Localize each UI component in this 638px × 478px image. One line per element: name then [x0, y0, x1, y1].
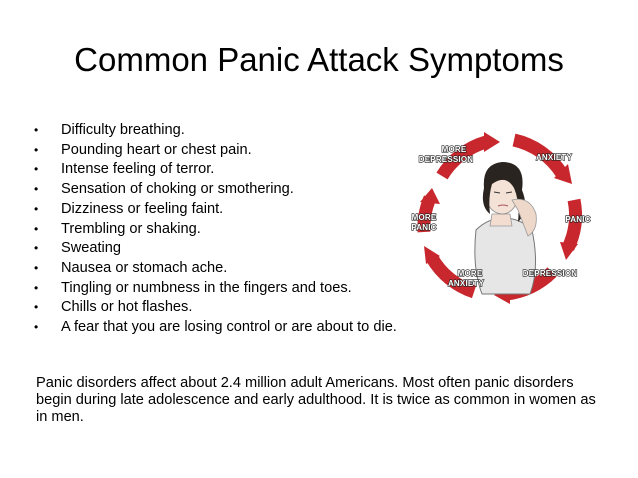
bullet-icon: •: [34, 300, 39, 315]
panic-cycle-graphic: [402, 118, 600, 318]
list-item: [34, 318, 397, 338]
label-more-depression: MORE: [441, 145, 467, 154]
bullet-icon: •: [34, 241, 39, 256]
list-item: [34, 160, 397, 180]
bullet-icon: •: [34, 123, 39, 137]
arrow-head-icon: [560, 242, 578, 260]
list-item-text: Difficulty breathing.: [61, 122, 185, 138]
list-item-text: Pounding heart or chest pain.: [61, 141, 252, 158]
label-more-depression: DEPRESSION: [418, 155, 474, 164]
bullet-icon: •: [34, 142, 39, 157]
list-item-text: Intense feeling of terror.: [61, 161, 215, 178]
bullet-icon: •: [34, 162, 39, 177]
list-item-text: Trembling or shaking.: [61, 220, 201, 237]
list-item-text: Dizziness or feeling faint.: [61, 200, 224, 217]
bullet-icon: •: [34, 280, 39, 295]
panic-disorder-paragraph: Panic disorders affect about 2.4 million adult Americans. Most often panic disorders begin during late adolescence and early adulthood. It is twice as common in women as in men.: [36, 375, 596, 425]
list-item-text: Chills or hot flashes.: [61, 299, 193, 316]
list-item: [34, 141, 397, 161]
label-more-anxiety: ANXIETY: [447, 279, 485, 288]
list-item-text: Nausea or stomach ache.: [61, 259, 228, 276]
list-item: [34, 180, 397, 200]
arrow-head-icon: [420, 188, 440, 204]
bullet-icon: •: [34, 221, 39, 236]
bullet-icon: •: [34, 201, 39, 216]
arrow-head-icon: [484, 132, 500, 152]
list-item: [34, 239, 397, 259]
list-item-text: Sweating: [61, 240, 122, 257]
bullet-icon: •: [34, 260, 39, 275]
label-more-panic: PANIC: [411, 223, 437, 232]
list-item: [34, 121, 397, 141]
slide-title: Common Panic Attack Symptoms: [74, 41, 564, 78]
label-panic: PANIC: [565, 215, 591, 224]
list-item: [34, 200, 397, 220]
list-item: [34, 298, 397, 318]
arrow-segment: [568, 200, 576, 248]
list-item-text: Sensation of choking or smothering.: [61, 181, 294, 198]
list-item-text: Tingling or numbness in the fingers and toes.: [61, 279, 352, 296]
list-item: [34, 220, 397, 240]
label-anxiety: ANXIETY: [535, 153, 573, 162]
list-item: [34, 259, 397, 279]
list-item: [34, 279, 397, 299]
label-depression: DEPRESSION: [522, 269, 578, 278]
bullet-icon: •: [34, 320, 39, 335]
list-item-text: A fear that you are losing control or are about to die.: [61, 319, 397, 336]
label-more-anxiety: MORE: [457, 269, 483, 278]
cycle-diagram: [402, 118, 600, 318]
label-more-panic: MORE: [411, 213, 437, 222]
bullet-icon: •: [34, 182, 39, 197]
symptom-list: [34, 121, 397, 338]
